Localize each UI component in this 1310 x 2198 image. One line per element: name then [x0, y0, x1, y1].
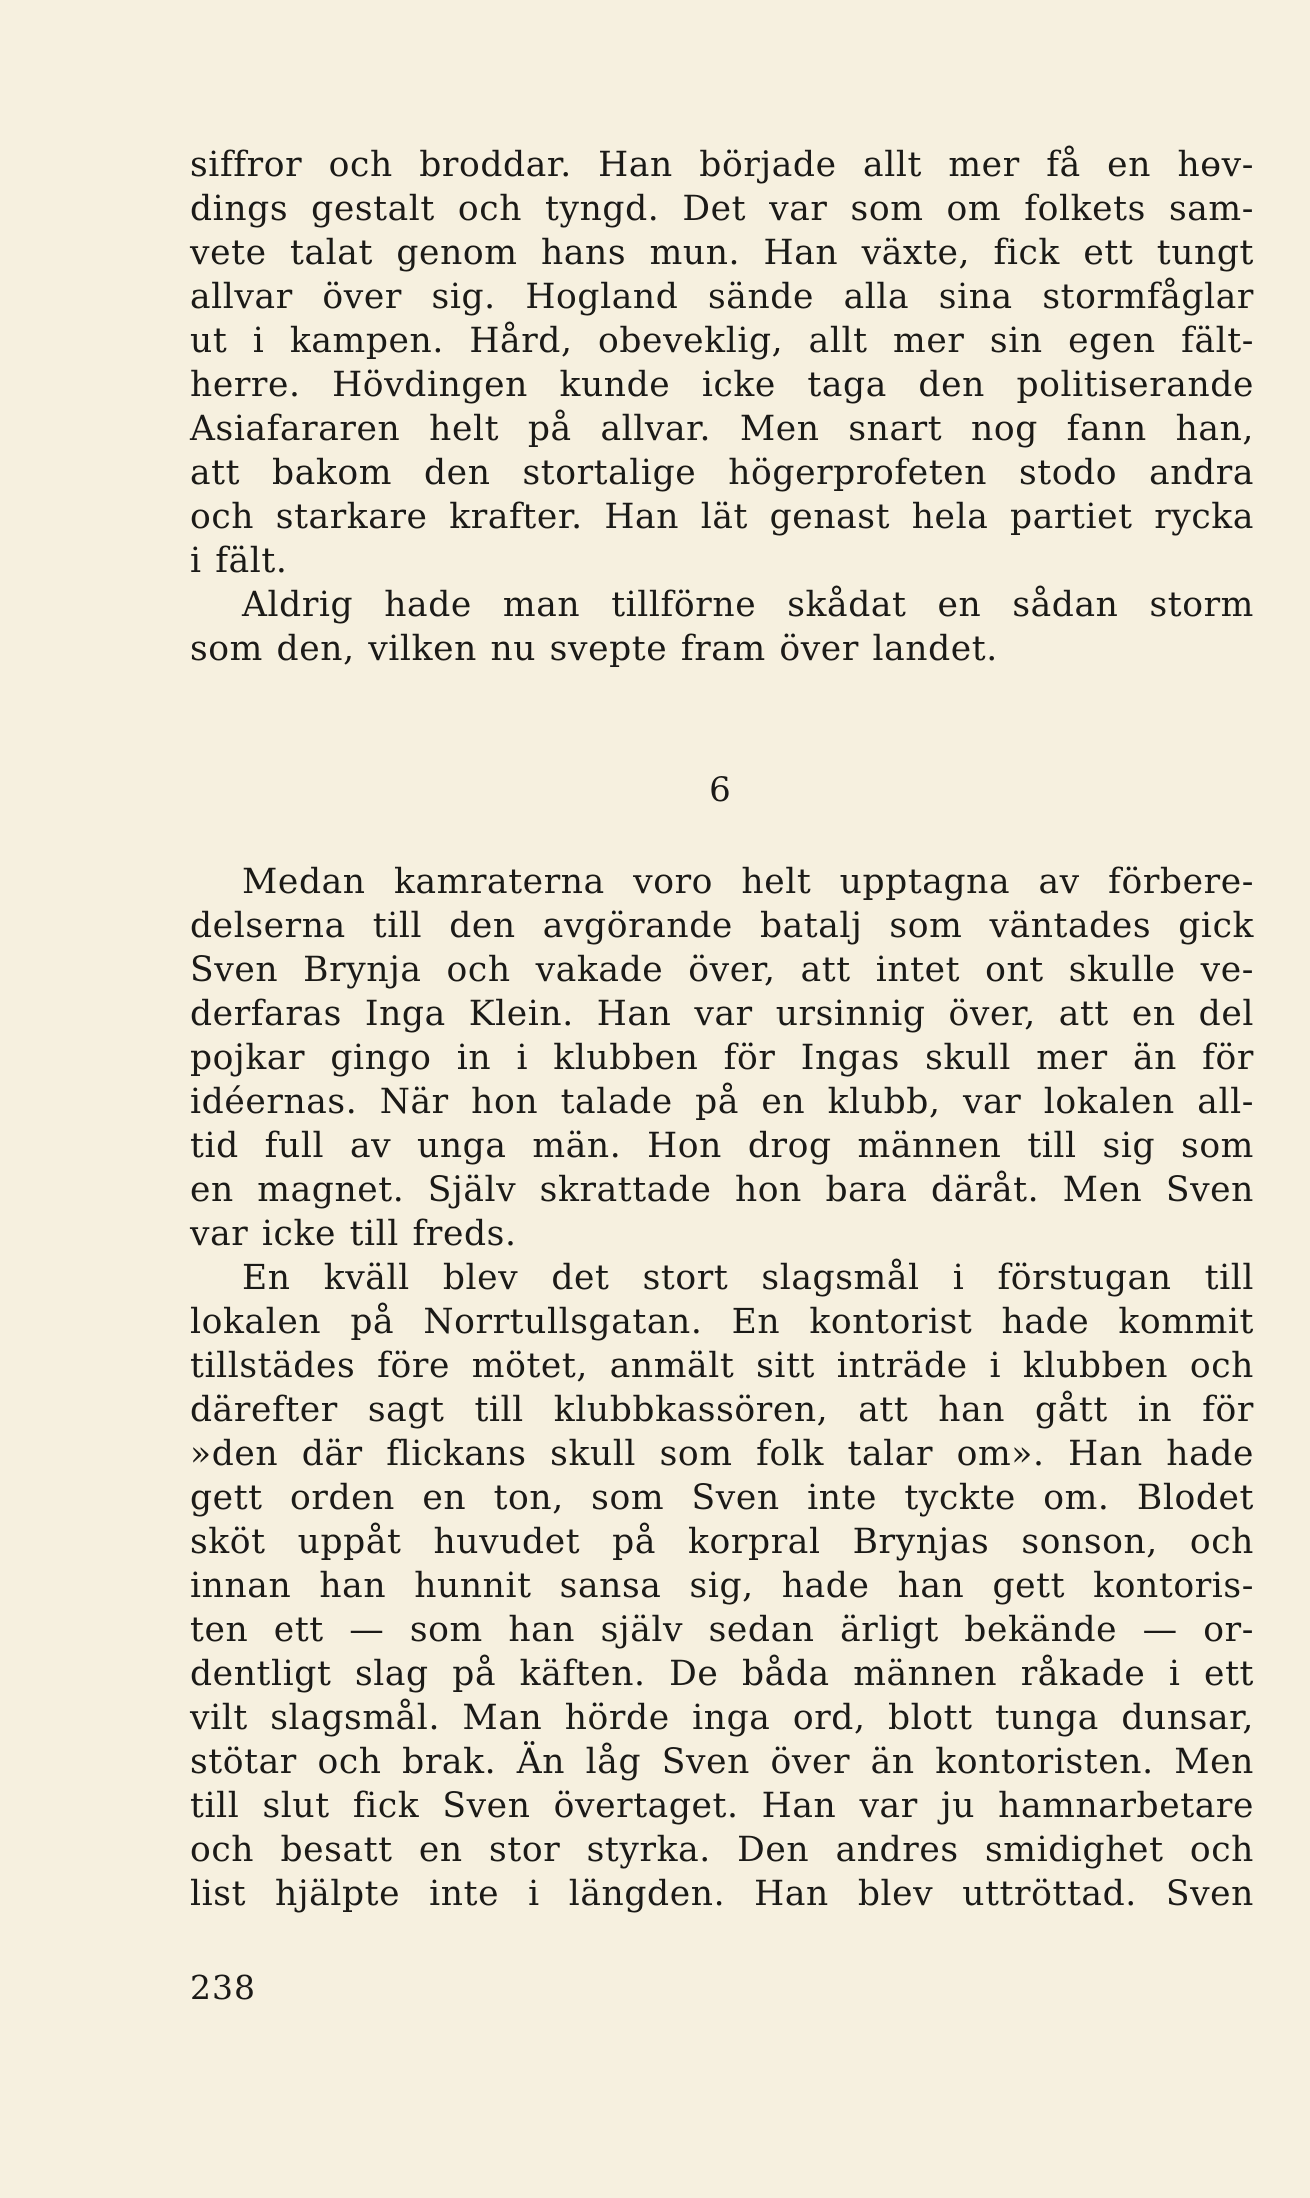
section-number: 6 [709, 770, 731, 810]
text-line: »den där flickans skull som folk talar om». Han hade [190, 1434, 1254, 1474]
text-line: allvar över sig. Hogland sände alla sina stormfåglar [190, 277, 1254, 317]
text-line: herre. Hövdingen kunde icke taga den politiserande [190, 365, 1254, 405]
text-line: innan han hunnit sansa sig, hade han gett kontoris- [190, 1566, 1254, 1606]
text-line: derfaras Inga Klein. Han var ursinnig över, att en del [190, 994, 1254, 1034]
text-line: som den, vilken nu svepte fram över landet. [190, 629, 998, 669]
text-line: Medan kamraterna voro helt upptagna av förbere- [242, 862, 1254, 902]
text-line: list hjälpte inte i längden. Han blev uttröttad. Sven [190, 1874, 1254, 1914]
text-line: idéernas. När hon talade på en klubb, var lokalen all- [190, 1082, 1254, 1122]
text-line: till slut fick Sven övertaget. Han var ju hamnarbetare [190, 1786, 1254, 1826]
text-line: dentligt slag på käften. De båda männen råkade i ett [190, 1654, 1254, 1694]
text-line: pojkar gingo in i klubben för Ingas skull mer än för [190, 1038, 1254, 1078]
text-line: tid full av unga män. Hon drog männen till sig som [190, 1126, 1254, 1166]
text-line: sköt uppåt huvudet på korpral Brynjas sonson, och [190, 1522, 1254, 1562]
text-line: och starkare krafter. Han lät genast hela partiet rycka [190, 497, 1254, 537]
page-number: 238 [190, 1968, 256, 2007]
text-line: i fält. [190, 541, 288, 581]
text-line: Sven Brynja och vakade över, att intet ont skulle ve- [190, 950, 1254, 990]
text-line: dings gestalt och tyngd. Det var som om folkets sam- [190, 189, 1254, 229]
text-line: Asiafararen helt på allvar. Men snart nog fann han, [190, 409, 1254, 449]
text-line: ut i kampen. Hård, obeveklig, allt mer sin egen fält- [190, 321, 1254, 361]
text-line: tillstädes före mötet, anmält sitt inträde i klubben och [190, 1346, 1254, 1386]
text-line: lokalen på Norrtullsgatan. En kontorist hade kommit [190, 1302, 1254, 1342]
text-line: och besatt en stor styrka. Den andres smidighet och [190, 1830, 1254, 1870]
text-line: Aldrig hade man tillförne skådat en sådan storm [242, 585, 1254, 625]
text-line: En kväll blev det stort slagsmål i förstugan till [242, 1258, 1254, 1298]
text-line: en magnet. Själv skrattade hon bara däråt. Men Sven [190, 1170, 1254, 1210]
text-line: vilt slagsmål. Man hörde inga ord, blott tunga dunsar, [190, 1698, 1254, 1738]
text-line: gett orden en ton, som Sven inte tyckte om. Blodet [190, 1478, 1254, 1518]
text-line: ten ett — som han själv sedan ärligt bekände — or- [190, 1610, 1254, 1650]
text-line: vete talat genom hans mun. Han växte, fick ett tungt [190, 233, 1254, 273]
text-line: att bakom den stortalige högerprofeten stodo andra [190, 453, 1254, 493]
text-line: delserna till den avgörande batalj som väntades gick [190, 906, 1254, 946]
text-line: stötar och brak. Än låg Sven över än kontoristen. Men [190, 1742, 1254, 1782]
text-line: var icke till freds. [190, 1214, 517, 1254]
text-line: siffror och broddar. Han började allt mer få en hөv- [190, 145, 1254, 185]
text-line: därefter sagt till klubbkassören, att han gått in för [190, 1390, 1254, 1430]
